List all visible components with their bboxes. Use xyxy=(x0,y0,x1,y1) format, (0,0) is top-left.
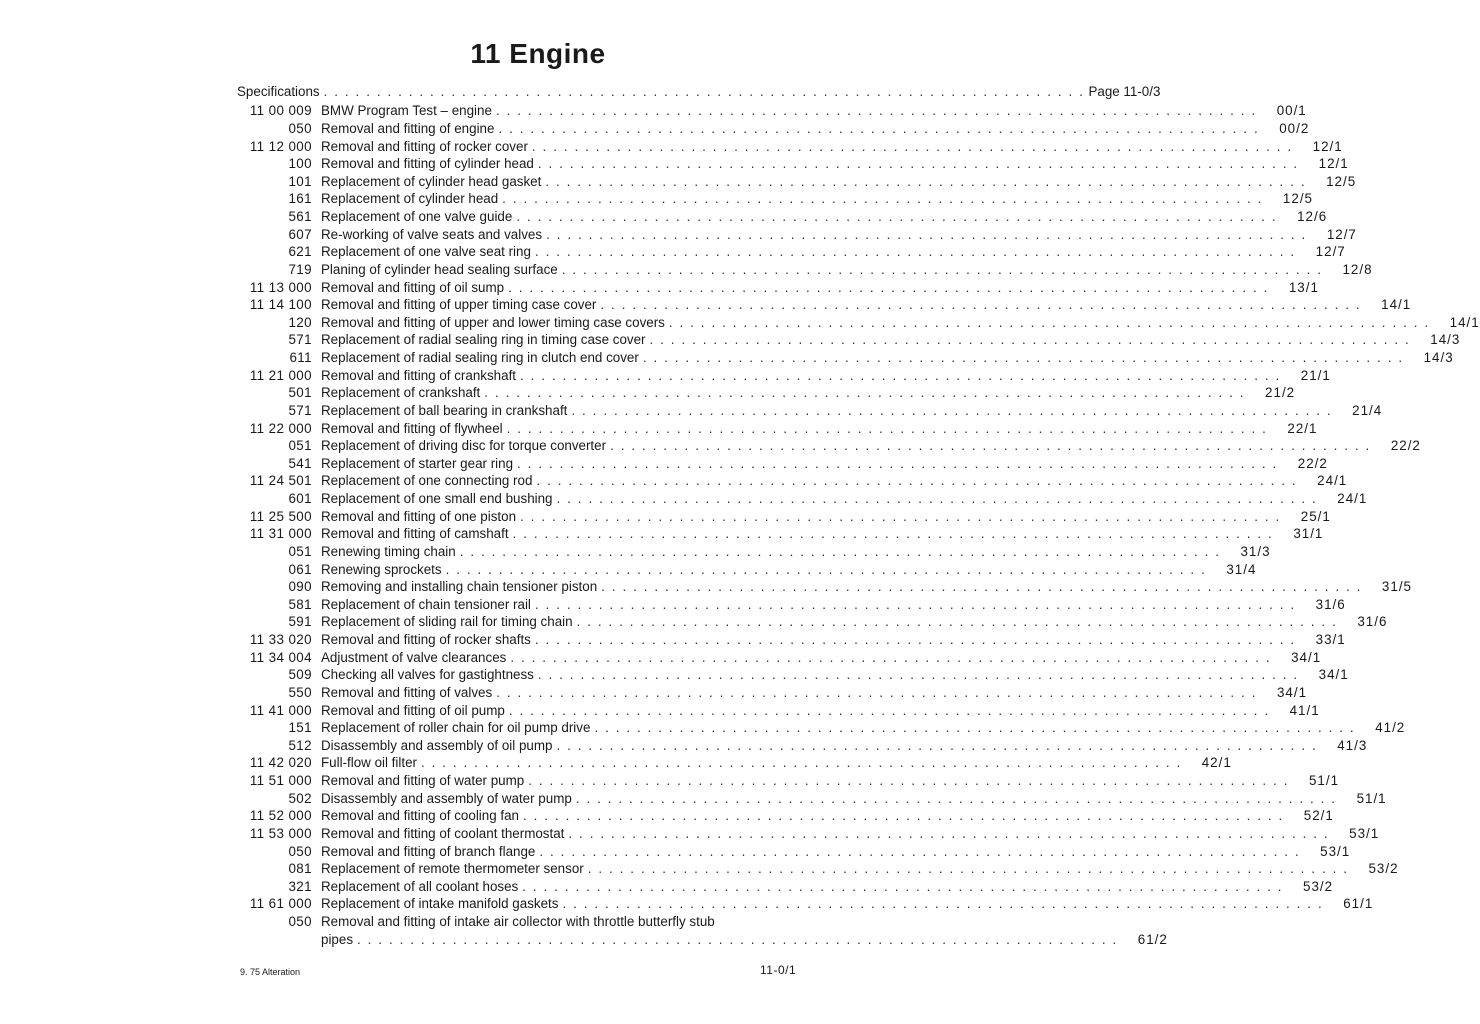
entry-page: 34/1 xyxy=(1291,649,1322,665)
entry-page: 14/1 xyxy=(1381,297,1412,313)
entry-title: Removing and installing chain tensioner piston xyxy=(321,579,598,595)
entry-code: 550 xyxy=(288,684,312,700)
entry-page: 34/1 xyxy=(1318,667,1349,683)
dot-leader: . . . . . . . . . . . . . . . . . . . . . . . . . . . . . . . . . . . . . . . . . . . . . . . . . . . . . . . . . . . . . . . . . . . . . . . . xyxy=(508,279,1269,295)
dot-leader: . . . . . . . . . . . . . . . . . . . . . . . . . . . . . . . . . . . . . . . . . . . . . . . . . . . . . . . . . . . . . . . . . . . . . . . . xyxy=(420,755,1182,771)
toc-entry xyxy=(234,455,1328,473)
entry-page: 22/1 xyxy=(1287,420,1318,436)
dot-leader: . . . . . . . . . . . . . . . . . . . . . . . . . . . . . . . . . . . . . . . . . . . . . . . . . . . . . . . . . . . . . . . . . . . . . . . . xyxy=(498,120,1260,136)
entry-page: 12/1 xyxy=(1318,156,1349,172)
dot-leader: . . . . . . . . . . . . . . . . . . . . . . . . . . . . . . . . . . . . . . . . . . . . . . . . . . . . . . . . . . . . . . . . . . . . . . . . xyxy=(539,843,1301,859)
entry-title: Removal and fitting of cylinder head xyxy=(321,156,534,172)
toc-entry xyxy=(234,613,1388,631)
entry-page: 21/1 xyxy=(1300,367,1331,383)
entry-code: 509 xyxy=(288,667,312,683)
entry-code: 11 12 000 xyxy=(249,138,312,154)
entry-page: 14/1 xyxy=(1449,314,1480,330)
entry-page: 34/1 xyxy=(1276,684,1308,700)
entry-title: BMW Program Test – engine xyxy=(321,103,492,119)
toc-entry xyxy=(234,472,1348,490)
dot-leader: . . . . . . . . . . . . . . . . . . . . . . . . . . . . . . . . . . . . . . . . . . . . . . . . . . . . . . . . . . . . . . . . . . . . . . . . xyxy=(522,878,1284,894)
toc-entry xyxy=(234,331,1461,349)
toc-entry xyxy=(234,807,1334,825)
entry-code: 561 xyxy=(288,209,312,225)
entry-page: 12/7 xyxy=(1315,244,1346,260)
dot-leader: . . . . . . . . . . . . . . . . . . . . . . . . . . . . . . . . . . . . . . . . . . . . . . . . . . . . . . . . . . . . . . . . . . . . . . . . xyxy=(459,543,1221,559)
entry-code: 11 34 004 xyxy=(249,649,312,665)
entry-page: 41/1 xyxy=(1289,702,1320,718)
table-of-contents xyxy=(234,102,1480,948)
toc-entry xyxy=(234,878,1334,896)
entry-code: 321 xyxy=(288,878,312,894)
dot-leader: . . . . . . . . . . . . . . . . . . . . . . . . . . . . . . . . . . . . . . . . . . . . . . . . . . . . . . . . . . . . . . . . . . . . . . . . xyxy=(508,702,1270,718)
entry-code: 051 xyxy=(288,438,312,454)
toc-entry xyxy=(234,578,1412,596)
dot-leader: . . . . . . . . . . . . . . . . . . . . . . . . . . . . . . . . . . . . . . . . . . . . . . . . . . . . . . . . . . . . . . . . . . . . . . . . xyxy=(520,367,1281,383)
entry-page: 24/1 xyxy=(1337,491,1368,507)
dot-leader: . . . . . . . . . . . . . . . . . . . . . . . . . . . . . . . . . . . . . . . . . . . . . . . . . . . . . . . . . . . . . . . . . . . . . . . . xyxy=(575,790,1337,806)
entry-page: 61/2 xyxy=(1137,931,1168,947)
toc-entry xyxy=(234,701,1320,719)
entry-title: Full-flow oil filter xyxy=(321,755,417,771)
toc-entry xyxy=(234,772,1340,790)
entry-code: 611 xyxy=(289,350,312,366)
entry-title: Checking all valves for gastightness xyxy=(321,667,534,683)
entry-title: Disassembly and assembly of water pump xyxy=(321,790,572,806)
toc-entry xyxy=(234,895,1374,913)
entry-code: 101 xyxy=(288,173,312,189)
entry-title: Replacement of cylinder head gasket xyxy=(321,173,542,189)
entry-code: 11 51 000 xyxy=(249,773,312,789)
entry-page: 21/2 xyxy=(1265,385,1296,401)
toc-entry xyxy=(234,419,1318,437)
toc-entry xyxy=(234,490,1368,508)
entry-code: 11 41 000 xyxy=(249,702,312,718)
entry-page: 12/8 xyxy=(1342,261,1373,277)
entry-code: 090 xyxy=(288,579,312,595)
toc-entry xyxy=(234,155,1349,173)
dot-leader: . . . . . . . . . . . . . . . . . . . . . . . . . . . . . . . . . . . . . . . . . . . . . . . . . . . . . . . . . . . . . . . . . . . . . . . . xyxy=(528,773,1290,789)
entry-page: 53/1 xyxy=(1349,825,1380,841)
entry-title: Removal and fitting of cooling fan xyxy=(321,808,520,824)
toc-entry xyxy=(234,314,1480,332)
dot-leader: . . . . . . . . . . . . . . . . . . . . . . . . . . . . . . . . . . . . . . . . . . . . . . . . . . . . . . . . . . . . . . . . . . . . . . . . xyxy=(587,861,1349,877)
entry-page: 33/1 xyxy=(1315,632,1346,648)
toc-entry xyxy=(234,243,1346,261)
entry-code: 11 61 000 xyxy=(249,896,312,912)
dot-leader: . . . . . . . . . . . . . . . . . . . . . . . . . . . . . . . . . . . . . . . . . . . . . . . . . . . . . . . . . . . . . . . . . . . . . . . . xyxy=(531,138,1293,154)
entry-title: Replacement of roller chain for oil pump drive xyxy=(321,720,591,736)
entry-title: Replacement of radial sealing ring in timing case cover xyxy=(321,332,646,348)
footer-alteration: 9. 75 Alteration xyxy=(240,967,301,977)
entry-title: Removal and fitting of coolant thermostat xyxy=(321,825,565,841)
entry-page: 31/6 xyxy=(1315,596,1346,612)
entry-page: 12/6 xyxy=(1297,209,1328,225)
dot-leader: . . . . . . . . . . . . . . . . . . . . . . . . . . . . . . . . . . . . . . . . . . . . . . . . . . . . . . . . . . . . . . . . . . . . . . . . xyxy=(576,614,1338,630)
entry-page: 61/1 xyxy=(1343,896,1374,912)
dot-leader: . . . . . . . . . . . . . . . . . . . . . . . . . . . . . . . . . . . . . . . . . . . . . . . . . . . . . . . . . . . . . . . . . . . . . . . . xyxy=(520,508,1281,524)
entry-page: 25/1 xyxy=(1300,508,1331,524)
entry-code: 050 xyxy=(288,843,312,859)
entry-code: 161 xyxy=(288,191,312,207)
entry-page: 12/7 xyxy=(1326,226,1357,242)
toc-entry xyxy=(234,437,1421,455)
toc-entry xyxy=(234,525,1324,543)
toc-entry xyxy=(234,507,1331,525)
entry-page: 31/3 xyxy=(1240,543,1271,559)
dot-leader: . . . . . . . . . . . . . . . . . . . . . . . . . . . . . . . . . . . . . . . . . . . . . . . . . . . . . . . . . . . . . . . . . . . . . . . . xyxy=(537,667,1299,683)
entry-title: Replacement of cylinder head xyxy=(321,191,499,207)
toc-entry xyxy=(234,384,1296,402)
entry-title: Removal and fitting of oil pump xyxy=(321,702,505,718)
entry-code: 11 21 000 xyxy=(249,367,312,383)
entry-code: 051 xyxy=(288,543,312,559)
toc-entry xyxy=(234,278,1319,296)
entry-page: 31/6 xyxy=(1357,614,1388,630)
entry-code: 501 xyxy=(288,385,312,401)
dot-leader: . . . . . . . . . . . . . . . . . . . . . . . . . . . . . . . . . . . . . . . . . . . . . . . . . . . . . . . . . . . . . . . . . . . . . . . . xyxy=(495,103,1257,119)
entry-title: Replacement of sliding rail for timing chain xyxy=(321,614,573,630)
entry-code: 11 33 020 xyxy=(249,632,312,648)
entry-title: Replacement of chain tensioner rail xyxy=(321,596,531,612)
dot-leader: . . . . . . . . . . . . . . . . . . . . . . . . . . . . . . . . . . . . . . . . . . . . . . . . . . . . . . . . . . . . . . . . . . . . . . . . xyxy=(534,632,1296,648)
entry-page: 14/3 xyxy=(1430,332,1461,348)
toc-entry xyxy=(234,190,1313,208)
entry-code: 11 14 100 xyxy=(249,297,312,313)
dot-leader: . . . . . . . . . . . . . . . . . . . . . . . . . . . . . . . . . . . . . . . . . . . . . . . . . . . . . . . . . . . . . . . . . . . . . . . . xyxy=(610,438,1371,454)
dot-leader: . . . . . . . . . . . . . . . . . . . . . . . . . . . . . . . . . . . . . . . . . . . . . . . . . . . . . . . . . . . . . . . . . . . . . . . . xyxy=(496,684,1258,700)
entry-page: 31/5 xyxy=(1381,579,1412,595)
dot-leader: . . . . . . . . . . . . . . . . . . . . . . . . . . . . . . . . . . . . . . . . . . . . . . . . . . . . . . . . . . . . . . . . . . . . . . . . xyxy=(600,297,1362,313)
dot-leader: . . . . . . . . . . . . . . . . . . . . . . . . . . . . . . . . . . . . . . . . . . . . . . . . . . . . . . . . . . . . . . . . . . . . . . . . xyxy=(556,491,1318,507)
entry-page: 14/3 xyxy=(1423,350,1454,366)
entry-title: Disassembly and assembly of oil pump xyxy=(321,737,553,753)
toc-entry xyxy=(234,825,1380,843)
toc-entry xyxy=(234,719,1406,737)
dot-leader: . . . . . . . . . . . . . . . . . . . . . . . . . . . . . . . . . . . . . . . . . . . . . . . . . . . . . . . . . . . . . . . . . . . . . . . . xyxy=(484,385,1246,401)
entry-title: Removal and fitting of flywheel xyxy=(321,420,503,436)
dot-leader: . . . . . . . . . . . . . . . . . . . . . . . . . . . . . . . . . . . . . . . . . . . . . . . . . . . . . . . . . . . . . . . . . . . . . . . . xyxy=(323,84,1085,99)
entry-code: 11 25 500 xyxy=(249,508,312,524)
entry-title: Removal and fitting of upper timing case cover xyxy=(321,297,597,313)
dot-leader: . . . . . . . . . . . . . . . . . . . . . . . . . . . . . . . . . . . . . . . . . . . . . . . . . . . . . . . . . . . . . . . . . . . . . . . . xyxy=(668,314,1430,330)
toc-entry xyxy=(234,596,1346,614)
dot-leader: . . . . . . . . . . . . . . . . . . . . . . . . . . . . . . . . . . . . . . . . . . . . . . . . . . . . . . . . . . . . . . . . . . . . . . . . xyxy=(537,156,1299,172)
entry-title: Replacement of remote thermometer sensor xyxy=(321,861,584,877)
entry-code: 151 xyxy=(288,720,312,736)
toc-entry xyxy=(234,631,1346,649)
dot-leader: . . . . . . . . . . . . . . . . . . . . . . . . . . . . . . . . . . . . . . . . . . . . . . . . . . . . . . . . . . . . . . . . . . . . . . . . xyxy=(556,737,1318,753)
entry-code: 571 xyxy=(288,332,312,348)
entry-code: 571 xyxy=(288,402,312,418)
dot-leader: . . . . . . . . . . . . . . . . . . . . . . . . . . . . . . . . . . . . . . . . . . . . . . . . . . . . . . . . . . . . . . . . . . . . . . . . xyxy=(516,209,1278,225)
entry-page: 12/5 xyxy=(1282,191,1313,207)
entry-code: 120 xyxy=(288,314,312,330)
toc-entry xyxy=(234,860,1399,878)
dot-leader: . . . . . . . . . . . . . . . . . . . . . . . . . . . . . . . . . . . . . . . . . . . . . . . . . . . . . . . . . . . . . . . . . . . . . . . . xyxy=(546,226,1307,242)
dot-leader: . . . . . . . . . . . . . . . . . . . . . . . . . . . . . . . . . . . . . . . . . . . . . . . . . . . . . . . . . . . . . . . . . . . . . . . . xyxy=(649,332,1411,348)
dot-leader: . . . . . . . . . . . . . . . . . . . . . . . . . . . . . . . . . . . . . . . . . . . . . . . . . . . . . . . . . . . . . . . . . . . . . . . . xyxy=(510,649,1272,665)
entry-code: 502 xyxy=(288,790,312,806)
dot-leader: . . . . . . . . . . . . . . . . . . . . . . . . . . . . . . . . . . . . . . . . . . . . . . . . . . . . . . . . . . . . . . . . . . . . . . . . xyxy=(571,402,1333,418)
toc-entry xyxy=(234,560,1257,578)
entry-title: Replacement of all coolant hoses xyxy=(321,878,519,894)
toc-entry-continuation xyxy=(234,930,1168,948)
entry-title: Replacement of radial sealing ring in clutch end cover xyxy=(321,350,639,366)
entry-title: Renewing sprockets xyxy=(321,561,442,577)
entry-title: Removal and fitting of intake air collector with throttle butterfly stub xyxy=(321,914,715,930)
entry-page: 51/1 xyxy=(1308,773,1340,789)
entry-page: 24/1 xyxy=(1317,473,1348,489)
entry-code: 11 00 009 xyxy=(249,103,312,119)
entry-page: 53/2 xyxy=(1303,878,1334,894)
entry-title: Replacement of crankshaft xyxy=(321,385,481,401)
entry-title: Removal and fitting of camshaft xyxy=(321,526,509,542)
toc-entry xyxy=(234,648,1322,666)
entry-page: 12/5 xyxy=(1326,173,1357,189)
toc-entry xyxy=(234,842,1351,860)
entry-page: 41/2 xyxy=(1375,720,1406,736)
entry-code: 621 xyxy=(288,244,312,260)
entry-title: Renewing timing chain xyxy=(321,543,456,559)
entry-code: 11 13 000 xyxy=(249,279,312,295)
entry-title: Removal and fitting of rocker cover xyxy=(321,138,528,154)
toc-entry xyxy=(234,737,1368,755)
toc-entry xyxy=(234,173,1357,191)
dot-leader: . . . . . . . . . . . . . . . . . . . . . . . . . . . . . . . . . . . . . . . . . . . . . . . . . . . . . . . . . . . . . . . . . . . . . . . . xyxy=(534,596,1296,612)
toc-entry xyxy=(234,666,1349,684)
entry-title: Replacement of one small end bushing xyxy=(321,491,553,507)
entry-title: Removal and fitting of rocker shafts xyxy=(321,632,531,648)
entry-title: Removal and fitting of branch flange xyxy=(321,843,536,859)
dot-leader: . . . . . . . . . . . . . . . . . . . . . . . . . . . . . . . . . . . . . . . . . . . . . . . . . . . . . . . . . . . . . . . . . . . . . . . . xyxy=(562,896,1324,912)
entry-page: 21/4 xyxy=(1352,402,1383,418)
dot-leader: . . . . . . . . . . . . . . . . . . . . . . . . . . . . . . . . . . . . . . . . . . . . . . . . . . . . . . . . . . . . . . . . . . . . . . . . xyxy=(545,173,1307,189)
entry-page: 12/1 xyxy=(1312,138,1343,154)
footer-page-number: 11-0/1 xyxy=(760,963,797,977)
entry-page: 53/2 xyxy=(1368,861,1399,877)
dot-leader: . . . . . . . . . . . . . . . . . . . . . . . . . . . . . . . . . . . . . . . . . . . . . . . . . . . . . . . . . . . . . . . . . . . . . . . . xyxy=(601,579,1362,595)
dot-leader: . . . . . . . . . . . . . . . . . . . . . . . . . . . . . . . . . . . . . . . . . . . . . . . . . . . . . . . . . . . . . . . . . . . . . . . . xyxy=(502,191,1263,207)
entry-code: 081 xyxy=(288,861,312,877)
entry-title-continuation: pipes xyxy=(321,931,354,947)
entry-page: 52/1 xyxy=(1303,808,1334,824)
entry-code: 11 24 501 xyxy=(249,473,312,489)
entry-title: Removal and fitting of valves xyxy=(321,684,493,700)
entry-page: 41/3 xyxy=(1337,737,1368,753)
toc-entry xyxy=(234,402,1383,420)
toc-entry xyxy=(234,208,1328,226)
entry-code: 100 xyxy=(288,156,312,172)
dot-leader: . . . . . . . . . . . . . . . . . . . . . . . . . . . . . . . . . . . . . . . . . . . . . . . . . . . . . . . . . . . . . . . . . . . . . . . . xyxy=(534,244,1296,260)
entry-code: 512 xyxy=(288,737,312,753)
entry-code: 607 xyxy=(288,226,312,242)
dot-leader: . . . . . . . . . . . . . . . . . . . . . . . . . . . . . . . . . . . . . . . . . . . . . . . . . . . . . . . . . . . . . . . . . . . . . . . . xyxy=(445,561,1207,577)
entry-page: 53/1 xyxy=(1320,843,1351,859)
toc-entry xyxy=(234,102,1307,120)
toc-entry xyxy=(234,684,1308,702)
toc-entry xyxy=(234,754,1232,772)
entry-page: 13/1 xyxy=(1288,279,1319,295)
entry-code: 581 xyxy=(288,596,312,612)
entry-title: Removal and fitting of one piston xyxy=(321,508,517,524)
entry-code: 541 xyxy=(288,455,312,471)
entry-code: 601 xyxy=(288,491,312,507)
entry-title: Replacement of intake manifold gaskets xyxy=(321,896,559,912)
entry-title: Planing of cylinder head sealing surface xyxy=(321,261,558,277)
page-title: 11 Engine xyxy=(470,38,606,69)
entry-title: Replacement of one valve guide xyxy=(321,209,513,225)
dot-leader: . . . . . . . . . . . . . . . . . . . . . . . . . . . . . . . . . . . . . . . . . . . . . . . . . . . . . . . . . . . . . . . . . . . . . . . . xyxy=(536,473,1298,489)
toc-entry xyxy=(234,913,804,931)
toc-entry xyxy=(234,261,1373,279)
entry-page: 31/4 xyxy=(1226,561,1257,577)
entry-title: Adjustment of valve clearances xyxy=(321,649,507,665)
entry-title: Removal and fitting of upper and lower timing case covers xyxy=(321,314,665,330)
specifications-label: Specifications xyxy=(237,84,320,99)
entry-title: Re-working of valve seats and valves xyxy=(321,226,543,242)
toc-entry xyxy=(234,789,1387,807)
dot-leader: . . . . . . . . . . . . . . . . . . . . . . . . . . . . . . . . . . . . . . . . . . . . . . . . . . . . . . . . . . . . . . . . . . . . . . . . xyxy=(517,455,1278,471)
dot-leader: . . . . . . . . . . . . . . . . . . . . . . . . . . . . . . . . . . . . . . . . . . . . . . . . . . . . . . . . . . . . . . . . . . . . . . . . xyxy=(506,420,1268,436)
entry-page: 42/1 xyxy=(1201,755,1232,771)
entry-code: 11 31 000 xyxy=(249,526,312,542)
entry-code: 11 52 000 xyxy=(249,808,312,824)
toc-entry xyxy=(234,366,1331,384)
toc-entry xyxy=(234,225,1357,243)
dot-leader: . . . . . . . . . . . . . . . . . . . . . . . . . . . . . . . . . . . . . . . . . . . . . . . . . . . . . . . . . . . . . . . . . . . . . . . . xyxy=(357,931,1118,947)
toc-entry xyxy=(234,137,1343,155)
entry-title: Replacement of one connecting rod xyxy=(321,473,533,489)
entry-code: 591 xyxy=(288,614,312,630)
toc-entry xyxy=(234,349,1454,367)
dot-leader: . . . . . . . . . . . . . . . . . . . . . . . . . . . . . . . . . . . . . . . . . . . . . . . . . . . . . . . . . . . . . . . . . . . . . . . . xyxy=(523,808,1284,824)
entry-page: 00/1 xyxy=(1276,103,1307,119)
dot-leader: . . . . . . . . . . . . . . . . . . . . . . . . . . . . . . . . . . . . . . . . . . . . . . . . . . . . . . . . . . . . . . . . . . . . . . . . xyxy=(642,350,1404,366)
entry-code: 061 xyxy=(288,561,312,577)
entry-title: Replacement of driving disc for torque converter xyxy=(321,438,607,454)
toc-entry xyxy=(234,296,1412,314)
entry-title: Replacement of starter gear ring xyxy=(321,455,514,471)
entry-code: 050 xyxy=(288,914,312,930)
entry-page: 51/1 xyxy=(1356,790,1387,806)
entry-title: Removal and fitting of oil sump xyxy=(321,279,505,295)
entry-code: 719 xyxy=(288,261,312,277)
toc-entry xyxy=(234,120,1310,138)
entry-code: 11 22 000 xyxy=(249,420,312,436)
dot-leader: . . . . . . . . . . . . . . . . . . . . . . . . . . . . . . . . . . . . . . . . . . . . . . . . . . . . . . . . . . . . . . . . . . . . . . . . xyxy=(561,261,1323,277)
dot-leader: . . . . . . . . . . . . . . . . . . . . . . . . . . . . . . . . . . . . . . . . . . . . . . . . . . . . . . . . . . . . . . . . . . . . . . . . xyxy=(568,825,1330,841)
dot-leader: . . . . . . . . . . . . . . . . . . . . . . . . . . . . . . . . . . . . . . . . . . . . . . . . . . . . . . . . . . . . . . . . . . . . . . . . xyxy=(512,526,1274,542)
entry-code: 050 xyxy=(288,120,312,136)
entry-page: 22/2 xyxy=(1390,438,1421,454)
entry-title: Replacement of one valve seat ring xyxy=(321,244,531,260)
toc-entry xyxy=(234,543,1271,561)
entry-title: Removal and fitting of engine xyxy=(321,120,495,136)
specifications-page: Page 11-0/3 xyxy=(1088,84,1161,99)
entry-page: 31/1 xyxy=(1293,526,1324,542)
entry-title: Removal and fitting of crankshaft xyxy=(321,367,517,383)
entry-code: 11 42 020 xyxy=(249,755,312,771)
entry-page: 00/2 xyxy=(1279,120,1310,136)
dot-leader: . . . . . . . . . . . . . . . . . . . . . . . . . . . . . . . . . . . . . . . . . . . . . . . . . . . . . . . . . . . . . . . . . . . . . . . . xyxy=(594,720,1356,736)
entry-title: Removal and fitting of water pump xyxy=(321,773,525,789)
entry-code: 11 53 000 xyxy=(249,825,312,841)
entry-title: Replacement of ball bearing in crankshaft xyxy=(321,402,568,418)
entry-page: 22/2 xyxy=(1297,455,1328,471)
specifications-line xyxy=(237,84,1161,99)
